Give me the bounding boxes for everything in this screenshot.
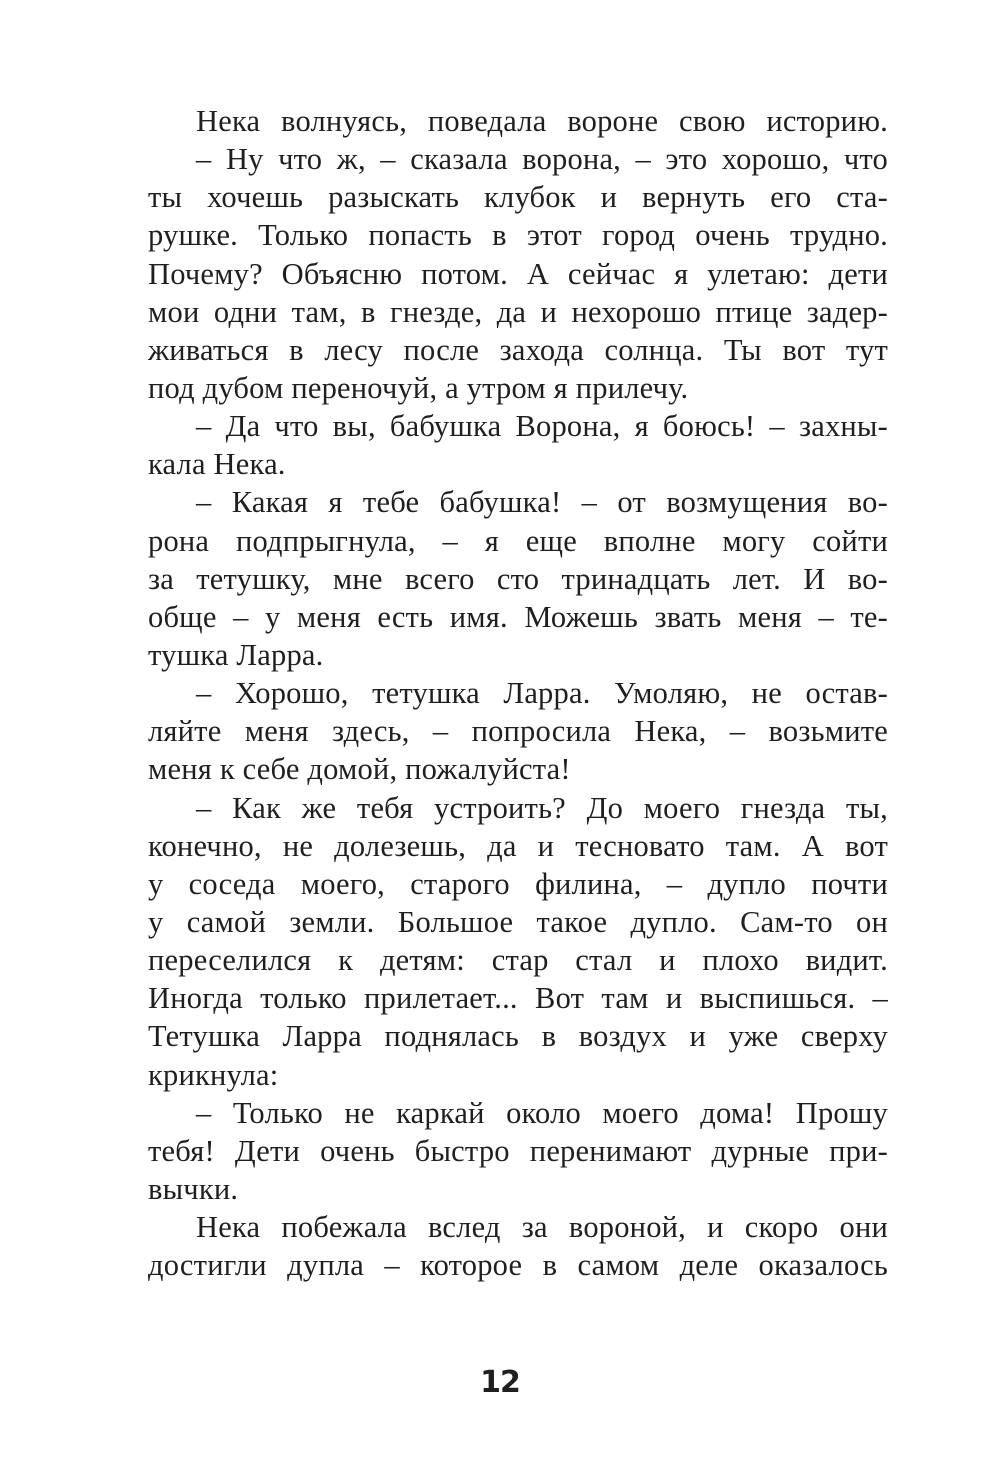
text-line: – Ну что ж, – сказала ворона, – это хорошо, что <box>196 142 888 177</box>
text-line: под дубом переночуй, а утром я прилечу. <box>148 370 689 405</box>
text-line: переселился к детям: стар стал и плохо видит. <box>148 943 888 978</box>
text-line: обще – у меня есть имя. Можешь звать меня – те- <box>148 599 888 634</box>
text-line: тебя! Дети очень быстро перенимают дурные при- <box>148 1133 888 1168</box>
text-line: меня к себе домой, пожалуйста! <box>148 752 571 787</box>
text-line: у соседа моего, старого филина, – дупло почти <box>148 866 888 901</box>
text-line: – Только не каркай около моего дома! Прошу <box>196 1095 888 1130</box>
text-line: – Да что вы, бабушка Ворона, я боюсь! – захны- <box>196 409 888 444</box>
text-line: живаться в лесу после захода солнца. Ты вот тут <box>148 332 888 367</box>
text-line: ты хочешь разыскать клубок и вернуть его ста- <box>148 180 888 215</box>
text-line: за тетушку, мне всего сто тринадцать лет. И во- <box>148 561 888 596</box>
text-line: Иногда только прилетает... Вот там и выспишься. – <box>148 981 888 1016</box>
text-line: Почему? Объясню потом. А сейчас я улетаю: дети <box>148 256 888 291</box>
text-line: ляйте меня здесь, – попросила Нека, – возьмите <box>148 714 888 749</box>
text-line: конечно, не долезешь, да и тесновато там. А вот <box>148 828 888 863</box>
text-line: – Какая я тебе бабушка! – от возмущения во- <box>196 485 888 520</box>
text-line: достигли дупла – которое в самом деле оказалось <box>148 1248 888 1283</box>
text-line: мои одни там, в гнезде, да и нехорошо птице задер- <box>148 294 888 329</box>
text-line: крикнула: <box>148 1057 279 1092</box>
page-number: 12 <box>480 1365 520 1400</box>
text-line: кала Нека. <box>148 447 286 482</box>
text-line: Тетушка Ларра поднялась в воздух и уже сверху <box>148 1019 888 1054</box>
text-line: Нека волнуясь, поведала вороне свою историю. <box>196 104 888 138</box>
text-line: – Как же тебя устроить? До моего гнезда ты, <box>196 790 888 825</box>
text-line: вычки. <box>148 1171 239 1206</box>
text-line: – Хорошо, тетушка Ларра. Умоляю, не остав- <box>196 676 888 711</box>
text-line: тушка Ларра. <box>148 637 324 672</box>
text-line: рушке. Только попасть в этот город очень трудно. <box>148 218 888 253</box>
text-line: у самой земли. Большое такое дупло. Сам-то он <box>148 904 888 939</box>
body-text <box>148 102 888 1284</box>
text-line: рона подпрыгнула, – я еще вполне могу сойти <box>148 523 888 558</box>
text-line: Нека побежала вслед за вороной, и скоро они <box>196 1210 888 1245</box>
